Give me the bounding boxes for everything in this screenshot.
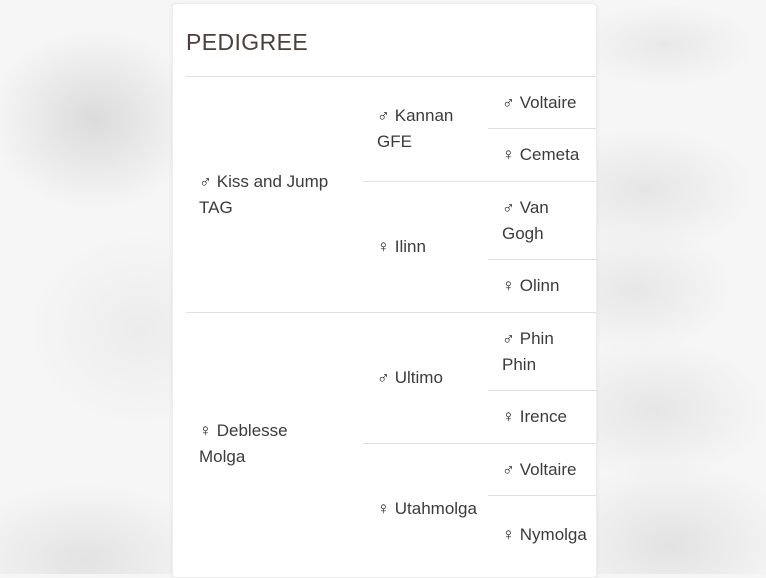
pedigree-cell-gen3-1 xyxy=(488,77,597,129)
horse-name-text: Kiss and Jump TAG xyxy=(199,171,329,217)
horse-name-text: Cemeta xyxy=(519,145,580,164)
pedigree-row-dam xyxy=(186,313,597,574)
female-gender-icon: ♀ xyxy=(502,525,515,544)
pedigree-cell-gen3-4 xyxy=(488,260,597,312)
horse-name-text: Nymolga xyxy=(519,525,587,544)
gen3-column xyxy=(488,182,597,312)
horse-name xyxy=(502,326,577,378)
pedigree-card xyxy=(172,3,597,578)
page-title: PEDIGREE xyxy=(186,29,309,55)
horse-name xyxy=(377,496,477,522)
pedigree-card-header xyxy=(186,4,596,77)
pedigree-cell-gen3-6 xyxy=(488,391,597,443)
male-gender-icon: ♂ xyxy=(377,106,390,125)
horse-name-text: Irence xyxy=(519,407,567,426)
branch-sire-dam xyxy=(363,182,597,312)
horse-name-text: Ultimo xyxy=(394,368,443,387)
male-gender-icon: ♂ xyxy=(502,92,515,112)
female-gender-icon: ♀ xyxy=(199,420,212,440)
branch-dam-dam xyxy=(363,444,597,574)
horse-name xyxy=(502,273,577,299)
male-gender-icon: ♂ xyxy=(502,459,515,479)
gen3-column xyxy=(488,313,597,443)
pedigree-cell-gen3-2 xyxy=(488,129,597,181)
branch-dam-sire xyxy=(363,313,597,444)
pedigree-cell-gen3-3 xyxy=(488,182,597,260)
male-gender-icon: ♂ xyxy=(377,368,390,387)
horse-name xyxy=(502,404,577,430)
horse-name-text: Deblesse Molga xyxy=(199,420,288,466)
female-gender-icon: ♀ xyxy=(502,407,515,426)
horse-name xyxy=(199,418,333,470)
female-gender-icon: ♀ xyxy=(502,276,515,295)
horse-name-text: Voltaire xyxy=(519,459,577,479)
horse-name xyxy=(377,103,465,155)
horse-name-text: Ilinn xyxy=(394,237,426,256)
pedigree-cell-sires-sire xyxy=(363,77,488,181)
male-gender-icon: ♂ xyxy=(199,171,212,191)
male-gender-icon: ♂ xyxy=(502,197,515,217)
pedigree-cell-gen3-7 xyxy=(488,444,597,496)
female-gender-icon: ♀ xyxy=(377,237,390,256)
pedigree-cell-sires-dam xyxy=(363,182,488,312)
horse-name xyxy=(502,195,577,247)
pedigree-table xyxy=(186,77,597,574)
gen3-column xyxy=(488,77,597,181)
horse-name xyxy=(502,522,587,548)
horse-name-text: Voltaire xyxy=(519,92,577,112)
pedigree-cell-dams-dam xyxy=(363,444,488,574)
pedigree-cell-gen3-5 xyxy=(488,313,597,391)
horse-name xyxy=(502,142,580,168)
gen3-column xyxy=(488,444,597,574)
horse-name-text: Kannan GFE xyxy=(377,106,454,151)
pedigree-cell-dams-sire xyxy=(363,313,488,443)
dam-branches xyxy=(363,313,597,574)
horse-name-text: Olinn xyxy=(519,276,560,295)
pedigree-cell-horse-dam xyxy=(186,313,363,574)
horse-name-text: Phin Phin xyxy=(502,328,554,374)
pedigree-cell-gen3-8 xyxy=(488,496,597,574)
pedigree-cell-horse-sire xyxy=(186,77,363,312)
male-gender-icon: ♂ xyxy=(502,328,515,348)
pedigree-row-sire xyxy=(186,77,597,313)
sire-branches xyxy=(363,77,597,312)
horse-name xyxy=(377,234,465,260)
horse-name-text: Utahmolga xyxy=(394,499,477,518)
horse-name xyxy=(502,457,577,483)
female-gender-icon: ♀ xyxy=(502,145,515,164)
horse-name xyxy=(377,365,465,391)
female-gender-icon: ♀ xyxy=(377,499,390,518)
branch-sire-sire xyxy=(363,77,597,182)
horse-name xyxy=(502,90,577,116)
horse-name-text: Van Gogh xyxy=(502,197,549,243)
horse-name xyxy=(199,169,333,221)
